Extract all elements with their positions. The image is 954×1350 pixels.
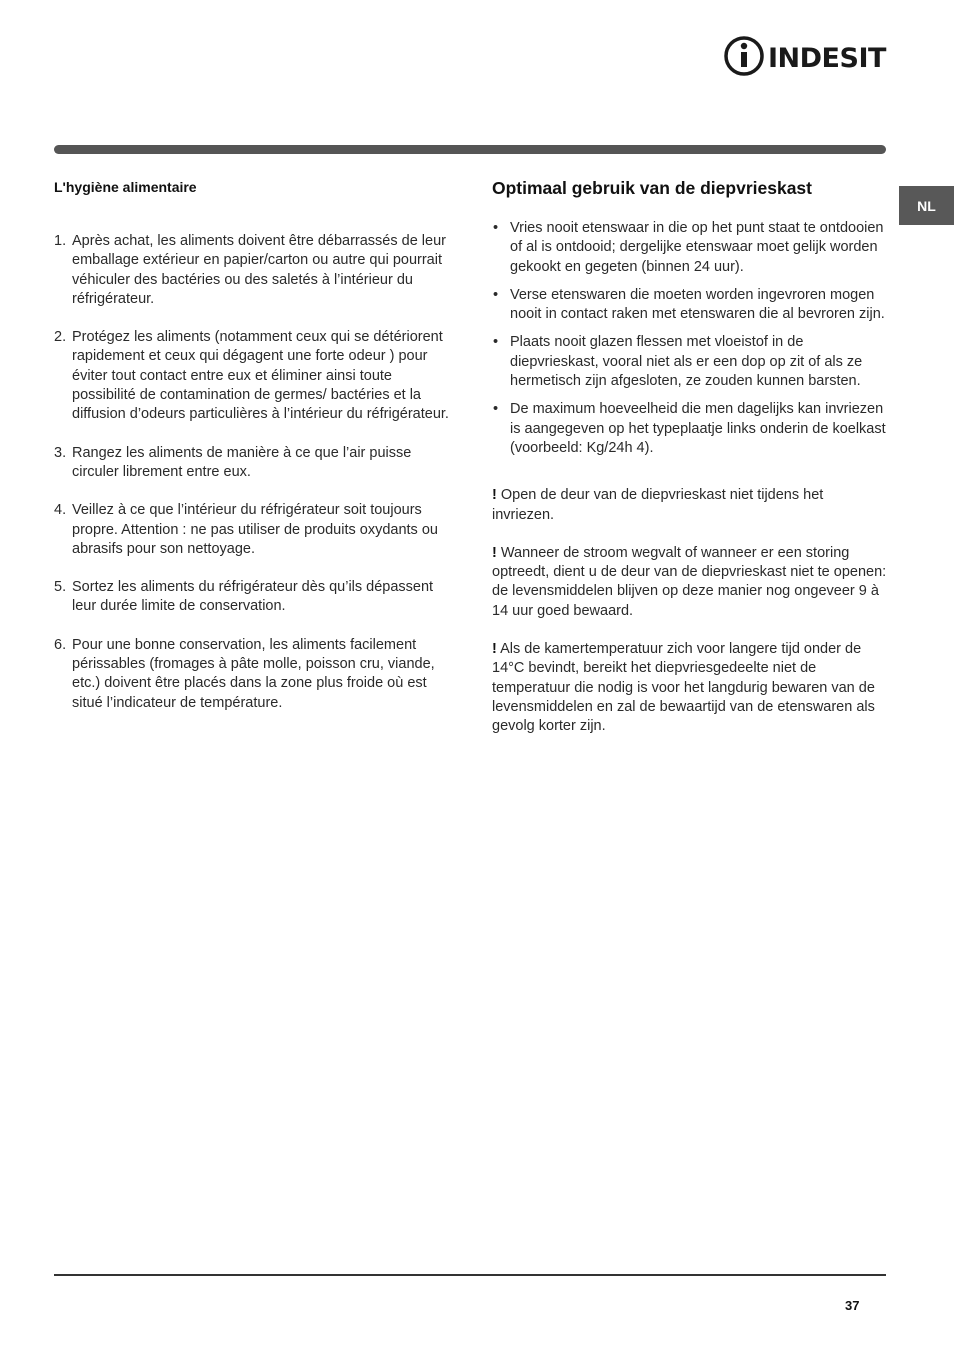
item-number: 1. [54, 233, 67, 249]
hygiene-item [54, 501, 450, 559]
item-text: Veillez à ce que l’intérieur du réfrigérateur soit toujours propre. Attention : ne pas utiliser de produits oxydants ou abrasifs pour son nettoyage. [72, 502, 438, 557]
freezer-tip [492, 286, 888, 325]
item-number: 3. [54, 444, 67, 461]
item-text: Sortez les aliments du réfrigérateur dès qu’ils dépassent leur durée limite de conservation. [72, 579, 434, 615]
item-text: Protégez les aliments (notamment ceux qui se détériorent rapidement et ceux qui dégagent une forte odeur ) pour éviter tout contact entre eux et éliminer ainsi toute possibilité de contamination de germes/ bactéries et la diffusion d’odeurs particulières à l’intérieur du réfrigérateur. [72, 329, 449, 423]
warning-note [492, 640, 888, 736]
hygiene-heading: L'hygiène alimentaire [54, 179, 197, 195]
hygiene-item [54, 444, 450, 483]
tip-text: Plaats nooit glazen flessen met vloeistof in de diepvrieskast, vooral niet als er een dop op zit of als ze hermetisch zijn afgesloten, ze zouden kunnen barsten. [510, 334, 863, 390]
footer-divider [54, 1274, 886, 1276]
warning-icon: ! [492, 487, 497, 504]
warning-text: Als de kamertemperatuur zich voor langere tijd onder de 14°C bevindt, bereikt het diepvriesgedeelte niet de temperatuur die nodig is voor het langdurig bewaren van de levensmiddelen en zal de bewaartijd van de etenswaren als gevolg korter zijn. [492, 641, 875, 735]
hygiene-item [54, 328, 450, 424]
bullet-icon: • [493, 286, 499, 303]
freezer-tip [492, 219, 888, 277]
tip-text: De maximum hoeveelheid die men dagelijks kan invriezen is aangegeven op het typeplaatje links onderin de koelkast (voorbeeld: Kg/24h 4). [510, 401, 886, 456]
language-tab: NL [899, 186, 954, 225]
tip-text: Verse etenswaren die moeten worden ingevroren mogen nooit in contact raken met etenswaren die al bevroren zijn. [510, 286, 885, 323]
freezer-tips-list [492, 219, 888, 458]
left-column [54, 178, 450, 732]
hygiene-list [54, 232, 450, 713]
item-number: 6. [54, 636, 67, 653]
tip-text: Vries nooit etenswaar in die op het punt staat te ontdooien of al is ontdooid; dergelijke etenswaar moet gelijk worden gekookt en gegeten (binnen 24 uur). [510, 220, 884, 275]
warning-note [492, 544, 888, 621]
page-number: 37 [845, 1298, 860, 1313]
freezer-heading: Optimaal gebruik van de diepvrieskast [492, 178, 812, 198]
freezer-warnings [492, 486, 888, 736]
warning-text: Open de deur van de diepvrieskast niet tijdens het invriezen. [492, 487, 824, 523]
hygiene-item [54, 636, 450, 713]
warning-icon: ! [492, 544, 497, 561]
freezer-tip [492, 333, 888, 391]
item-number: 5. [54, 579, 67, 596]
hygiene-item [54, 578, 450, 617]
warning-icon: ! [492, 641, 497, 658]
item-text: Pour une bonne conservation, les aliments facilement périssables (fromages à pâte molle, poisson cru, viande, etc.) doivent être placés dans la zone plus froide où est situé l’indicateur de température. [72, 636, 435, 711]
bullet-icon: • [493, 334, 499, 351]
bullet-icon: • [493, 401, 499, 418]
item-text: Après achat, les aliments doivent être débarrassés de leur emballage extérieur en papier/carton ou autre qui pourrait véhiculer des bactéries ou des saletés à l’intérieur du réfrigérateur. [72, 233, 446, 307]
freezer-tip [492, 400, 888, 458]
header-divider [54, 145, 886, 154]
brand-logo [724, 34, 888, 78]
item-number: 4. [54, 502, 67, 519]
right-column [492, 177, 888, 756]
warning-note [492, 486, 888, 525]
brand-wordmark: INDESIT [768, 43, 886, 74]
warning-text: Wanneer de stroom wegvalt of wanneer er een storing optreedt, dient u de deur van de diepvrieskast niet te openen: de levensmiddelen blijven op deze manier nog ongeveer 9 à 14 uur goed bewaard. [492, 544, 887, 619]
item-text: Rangez les aliments de manière à ce que l’air puisse circuler librement entre eux. [72, 444, 412, 480]
hygiene-item [54, 232, 450, 309]
bullet-icon: • [493, 220, 499, 236]
item-number: 2. [54, 329, 67, 346]
